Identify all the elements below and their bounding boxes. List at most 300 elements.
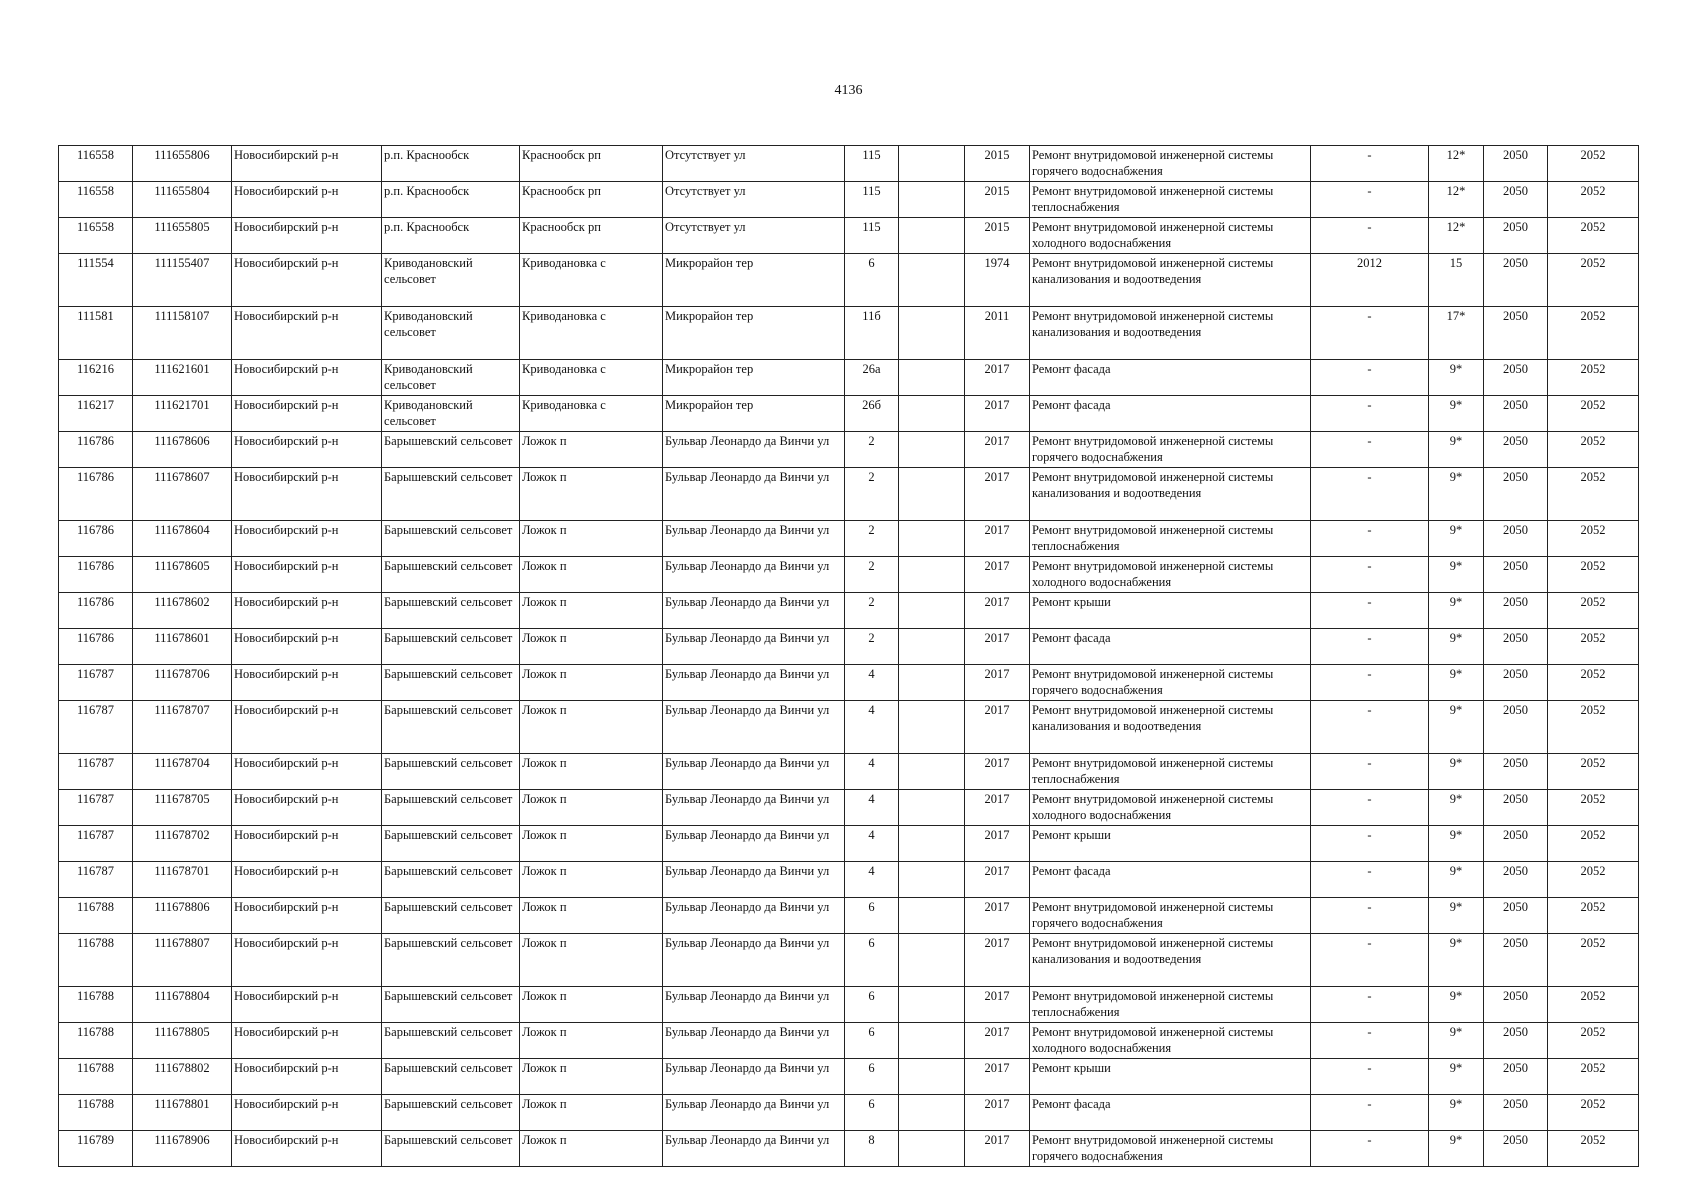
cell-wear: 9* [1429, 396, 1484, 432]
cell-previous-repair: - [1311, 396, 1429, 432]
cell-street: Бульвар Леонардо да Винчи ул [663, 987, 845, 1023]
cell-district: Новосибирский р-н [232, 521, 382, 557]
cell-street: Отсутствует ул [663, 218, 845, 254]
cell-locality: Ложок п [520, 593, 663, 629]
cell-house-id: 116787 [59, 862, 133, 898]
cell-district: Новосибирский р-н [232, 665, 382, 701]
cell-wear: 9* [1429, 665, 1484, 701]
cell-start-year: 2050 [1484, 790, 1548, 826]
cell-end-year: 2052 [1548, 432, 1639, 468]
cell-blank [899, 218, 965, 254]
table-row [59, 146, 1639, 182]
cell-work-code: 111678605 [133, 557, 232, 593]
table-row [59, 396, 1639, 432]
cell-house-id: 116217 [59, 396, 133, 432]
cell-start-year: 2050 [1484, 1095, 1548, 1131]
cell-district: Новосибирский р-н [232, 1095, 382, 1131]
cell-settlement: Барышевский сельсовет [382, 665, 520, 701]
table-row [59, 182, 1639, 218]
cell-build-year: 2011 [965, 307, 1030, 360]
cell-start-year: 2050 [1484, 254, 1548, 307]
cell-locality: Ложок п [520, 468, 663, 521]
cell-house-id: 111581 [59, 307, 133, 360]
cell-house-number: 115 [845, 146, 899, 182]
cell-house-id: 116787 [59, 790, 133, 826]
cell-settlement: Криводановский сельсовет [382, 254, 520, 307]
cell-build-year: 2017 [965, 629, 1030, 665]
cell-work-code: 111678706 [133, 665, 232, 701]
cell-settlement: Барышевский сельсовет [382, 1131, 520, 1167]
cell-locality: Ложок п [520, 521, 663, 557]
cell-build-year: 2017 [965, 1059, 1030, 1095]
cell-street: Бульвар Леонардо да Винчи ул [663, 1131, 845, 1167]
cell-build-year: 2015 [965, 182, 1030, 218]
table-row [59, 987, 1639, 1023]
cell-locality: Криводановка с [520, 396, 663, 432]
cell-end-year: 2052 [1548, 701, 1639, 754]
cell-build-year: 2017 [965, 898, 1030, 934]
cell-build-year: 2017 [965, 557, 1030, 593]
cell-locality: Ложок п [520, 754, 663, 790]
cell-start-year: 2050 [1484, 987, 1548, 1023]
cell-wear: 15 [1429, 254, 1484, 307]
cell-house-number: 6 [845, 934, 899, 987]
cell-street: Микрорайон тер [663, 360, 845, 396]
cell-settlement: Барышевский сельсовет [382, 987, 520, 1023]
cell-work-code: 111678607 [133, 468, 232, 521]
cell-end-year: 2052 [1548, 754, 1639, 790]
cell-locality: Ложок п [520, 934, 663, 987]
cell-street: Бульвар Леонардо да Винчи ул [663, 826, 845, 862]
cell-locality: Ложок п [520, 1023, 663, 1059]
cell-house-number: 4 [845, 754, 899, 790]
cell-district: Новосибирский р-н [232, 182, 382, 218]
cell-wear: 9* [1429, 754, 1484, 790]
cell-district: Новосибирский р-н [232, 254, 382, 307]
cell-start-year: 2050 [1484, 182, 1548, 218]
cell-street: Бульвар Леонардо да Винчи ул [663, 629, 845, 665]
cell-work-type: Ремонт крыши [1030, 593, 1311, 629]
cell-district: Новосибирский р-н [232, 790, 382, 826]
cell-district: Новосибирский р-н [232, 360, 382, 396]
table-row [59, 629, 1639, 665]
cell-house-id: 111554 [59, 254, 133, 307]
cell-previous-repair: - [1311, 629, 1429, 665]
cell-settlement: Барышевский сельсовет [382, 826, 520, 862]
cell-house-number: 2 [845, 432, 899, 468]
cell-work-code: 111655806 [133, 146, 232, 182]
cell-work-type: Ремонт внутридомовой инженерной системы теплоснабжения [1030, 182, 1311, 218]
cell-district: Новосибирский р-н [232, 1059, 382, 1095]
registry-table [58, 145, 1639, 1167]
cell-settlement: Криводановский сельсовет [382, 360, 520, 396]
cell-blank [899, 521, 965, 557]
cell-blank [899, 182, 965, 218]
cell-work-type: Ремонт внутридомовой инженерной системы канализования и водоотведения [1030, 307, 1311, 360]
cell-street: Бульвар Леонардо да Винчи ул [663, 701, 845, 754]
cell-previous-repair: - [1311, 826, 1429, 862]
cell-work-type: Ремонт внутридомовой инженерной системы теплоснабжения [1030, 521, 1311, 557]
cell-previous-repair: - [1311, 987, 1429, 1023]
cell-build-year: 2015 [965, 146, 1030, 182]
cell-blank [899, 629, 965, 665]
cell-work-type: Ремонт внутридомовой инженерной системы холодного водоснабжения [1030, 557, 1311, 593]
cell-start-year: 2050 [1484, 557, 1548, 593]
cell-work-type: Ремонт внутридомовой инженерной системы горячего водоснабжения [1030, 432, 1311, 468]
cell-house-number: 11б [845, 307, 899, 360]
table-row [59, 521, 1639, 557]
cell-previous-repair: - [1311, 754, 1429, 790]
cell-end-year: 2052 [1548, 934, 1639, 987]
cell-street: Бульвар Леонардо да Винчи ул [663, 593, 845, 629]
cell-locality: Ложок п [520, 701, 663, 754]
cell-blank [899, 934, 965, 987]
cell-work-type: Ремонт внутридомовой инженерной системы холодного водоснабжения [1030, 790, 1311, 826]
cell-house-id: 116558 [59, 218, 133, 254]
cell-previous-repair: - [1311, 218, 1429, 254]
cell-house-number: 2 [845, 521, 899, 557]
cell-start-year: 2050 [1484, 593, 1548, 629]
cell-settlement: Барышевский сельсовет [382, 898, 520, 934]
cell-work-type: Ремонт внутридомовой инженерной системы канализования и водоотведения [1030, 254, 1311, 307]
cell-house-number: 2 [845, 593, 899, 629]
cell-blank [899, 1095, 965, 1131]
cell-blank [899, 432, 965, 468]
cell-wear: 9* [1429, 468, 1484, 521]
cell-house-id: 116786 [59, 468, 133, 521]
cell-wear: 12* [1429, 182, 1484, 218]
cell-wear: 17* [1429, 307, 1484, 360]
cell-district: Новосибирский р-н [232, 557, 382, 593]
page-number: 4136 [834, 83, 863, 98]
cell-street: Микрорайон тер [663, 307, 845, 360]
cell-district: Новосибирский р-н [232, 862, 382, 898]
cell-locality: Ложок п [520, 1095, 663, 1131]
cell-blank [899, 1059, 965, 1095]
cell-street: Бульвар Леонардо да Винчи ул [663, 1059, 845, 1095]
cell-street: Бульвар Леонардо да Винчи ул [663, 934, 845, 987]
cell-street: Бульвар Леонардо да Винчи ул [663, 665, 845, 701]
cell-house-number: 2 [845, 468, 899, 521]
cell-wear: 9* [1429, 987, 1484, 1023]
cell-house-id: 116789 [59, 1131, 133, 1167]
table-row [59, 307, 1639, 360]
cell-previous-repair: - [1311, 432, 1429, 468]
cell-previous-repair: - [1311, 182, 1429, 218]
cell-district: Новосибирский р-н [232, 593, 382, 629]
cell-work-type: Ремонт внутридомовой инженерной системы холодного водоснабжения [1030, 1023, 1311, 1059]
cell-blank [899, 146, 965, 182]
cell-start-year: 2050 [1484, 146, 1548, 182]
cell-wear: 9* [1429, 701, 1484, 754]
cell-house-id: 116786 [59, 557, 133, 593]
cell-house-number: 2 [845, 557, 899, 593]
cell-previous-repair: - [1311, 701, 1429, 754]
cell-end-year: 2052 [1548, 468, 1639, 521]
cell-wear: 9* [1429, 1059, 1484, 1095]
cell-district: Новосибирский р-н [232, 826, 382, 862]
cell-end-year: 2052 [1548, 1023, 1639, 1059]
cell-build-year: 2017 [965, 396, 1030, 432]
cell-build-year: 2015 [965, 218, 1030, 254]
cell-settlement: Барышевский сельсовет [382, 934, 520, 987]
cell-blank [899, 826, 965, 862]
cell-house-number: 4 [845, 665, 899, 701]
cell-build-year: 2017 [965, 987, 1030, 1023]
cell-locality: Ложок п [520, 432, 663, 468]
cell-work-type: Ремонт внутридомовой инженерной системы канализования и водоотведения [1030, 934, 1311, 987]
cell-wear: 9* [1429, 593, 1484, 629]
cell-previous-repair: - [1311, 1095, 1429, 1131]
cell-start-year: 2050 [1484, 701, 1548, 754]
cell-district: Новосибирский р-н [232, 987, 382, 1023]
table-row [59, 218, 1639, 254]
table-row [59, 254, 1639, 307]
table-row [59, 1023, 1639, 1059]
cell-end-year: 2052 [1548, 360, 1639, 396]
cell-district: Новосибирский р-н [232, 1023, 382, 1059]
cell-blank [899, 360, 965, 396]
cell-start-year: 2050 [1484, 1023, 1548, 1059]
cell-house-id: 116216 [59, 360, 133, 396]
cell-house-number: 26а [845, 360, 899, 396]
cell-street: Бульвар Леонардо да Винчи ул [663, 468, 845, 521]
cell-house-number: 26б [845, 396, 899, 432]
cell-locality: Криводановка с [520, 254, 663, 307]
cell-house-number: 115 [845, 182, 899, 218]
table-row [59, 432, 1639, 468]
cell-build-year: 2017 [965, 790, 1030, 826]
cell-end-year: 2052 [1548, 1059, 1639, 1095]
cell-end-year: 2052 [1548, 1095, 1639, 1131]
cell-end-year: 2052 [1548, 396, 1639, 432]
cell-start-year: 2050 [1484, 629, 1548, 665]
cell-end-year: 2052 [1548, 146, 1639, 182]
cell-end-year: 2052 [1548, 826, 1639, 862]
cell-locality: Краснообск рп [520, 182, 663, 218]
cell-end-year: 2052 [1548, 557, 1639, 593]
cell-wear: 9* [1429, 862, 1484, 898]
cell-previous-repair: - [1311, 862, 1429, 898]
cell-blank [899, 898, 965, 934]
cell-blank [899, 1023, 965, 1059]
table-row [59, 934, 1639, 987]
table-row [59, 1059, 1639, 1095]
cell-wear: 12* [1429, 218, 1484, 254]
cell-work-code: 111678604 [133, 521, 232, 557]
cell-build-year: 2017 [965, 1023, 1030, 1059]
cell-house-number: 6 [845, 898, 899, 934]
cell-wear: 9* [1429, 1023, 1484, 1059]
cell-end-year: 2052 [1548, 254, 1639, 307]
table-row [59, 898, 1639, 934]
cell-work-code: 111678701 [133, 862, 232, 898]
cell-district: Новосибирский р-н [232, 629, 382, 665]
cell-district: Новосибирский р-н [232, 934, 382, 987]
cell-previous-repair: - [1311, 557, 1429, 593]
cell-work-type: Ремонт фасада [1030, 1095, 1311, 1131]
cell-work-type: Ремонт внутридомовой инженерной системы канализования и водоотведения [1030, 468, 1311, 521]
cell-street: Бульвар Леонардо да Винчи ул [663, 557, 845, 593]
cell-street: Бульвар Леонардо да Винчи ул [663, 754, 845, 790]
cell-previous-repair: - [1311, 468, 1429, 521]
cell-end-year: 2052 [1548, 665, 1639, 701]
cell-build-year: 1974 [965, 254, 1030, 307]
cell-end-year: 2052 [1548, 307, 1639, 360]
cell-settlement: Барышевский сельсовет [382, 593, 520, 629]
cell-build-year: 2017 [965, 593, 1030, 629]
cell-work-type: Ремонт внутридомовой инженерной системы канализования и водоотведения [1030, 701, 1311, 754]
cell-previous-repair: - [1311, 1059, 1429, 1095]
cell-district: Новосибирский р-н [232, 468, 382, 521]
cell-district: Новосибирский р-н [232, 1131, 382, 1167]
cell-work-code: 111155407 [133, 254, 232, 307]
cell-wear: 9* [1429, 826, 1484, 862]
cell-house-id: 116787 [59, 826, 133, 862]
cell-previous-repair: - [1311, 1131, 1429, 1167]
cell-work-code: 111678802 [133, 1059, 232, 1095]
cell-end-year: 2052 [1548, 1131, 1639, 1167]
cell-wear: 9* [1429, 629, 1484, 665]
cell-previous-repair: - [1311, 307, 1429, 360]
cell-previous-repair: - [1311, 360, 1429, 396]
cell-settlement: Барышевский сельсовет [382, 432, 520, 468]
table-row [59, 468, 1639, 521]
cell-wear: 9* [1429, 790, 1484, 826]
cell-start-year: 2050 [1484, 521, 1548, 557]
cell-wear: 9* [1429, 1095, 1484, 1131]
cell-locality: Краснообск рп [520, 218, 663, 254]
cell-wear: 9* [1429, 360, 1484, 396]
cell-work-code: 111678702 [133, 826, 232, 862]
cell-end-year: 2052 [1548, 898, 1639, 934]
cell-district: Новосибирский р-н [232, 432, 382, 468]
cell-start-year: 2050 [1484, 218, 1548, 254]
cell-district: Новосибирский р-н [232, 146, 382, 182]
cell-house-number: 115 [845, 218, 899, 254]
cell-locality: Криводановка с [520, 360, 663, 396]
cell-wear: 9* [1429, 934, 1484, 987]
cell-work-code: 111655805 [133, 218, 232, 254]
cell-start-year: 2050 [1484, 826, 1548, 862]
registry-table-body [59, 146, 1639, 1167]
cell-locality: Криводановка с [520, 307, 663, 360]
cell-build-year: 2017 [965, 826, 1030, 862]
cell-house-id: 116788 [59, 1023, 133, 1059]
cell-locality: Ложок п [520, 557, 663, 593]
cell-work-code: 111158107 [133, 307, 232, 360]
cell-end-year: 2052 [1548, 862, 1639, 898]
cell-work-code: 111678707 [133, 701, 232, 754]
cell-settlement: Барышевский сельсовет [382, 557, 520, 593]
cell-work-type: Ремонт внутридомовой инженерной системы теплоснабжения [1030, 754, 1311, 790]
cell-work-code: 111655804 [133, 182, 232, 218]
cell-house-number: 4 [845, 826, 899, 862]
cell-work-type: Ремонт внутридомовой инженерной системы горячего водоснабжения [1030, 665, 1311, 701]
cell-build-year: 2017 [965, 432, 1030, 468]
cell-house-number: 6 [845, 1095, 899, 1131]
cell-street: Отсутствует ул [663, 182, 845, 218]
cell-blank [899, 396, 965, 432]
cell-work-code: 111678804 [133, 987, 232, 1023]
cell-work-type: Ремонт крыши [1030, 826, 1311, 862]
cell-end-year: 2052 [1548, 218, 1639, 254]
cell-locality: Ложок п [520, 862, 663, 898]
cell-blank [899, 987, 965, 1023]
table-row [59, 1131, 1639, 1167]
cell-district: Новосибирский р-н [232, 218, 382, 254]
cell-street: Микрорайон тер [663, 396, 845, 432]
cell-locality: Ложок п [520, 629, 663, 665]
cell-work-code: 111678806 [133, 898, 232, 934]
cell-work-code: 111678807 [133, 934, 232, 987]
cell-settlement: Барышевский сельсовет [382, 1059, 520, 1095]
cell-build-year: 2017 [965, 1131, 1030, 1167]
cell-previous-repair: - [1311, 898, 1429, 934]
cell-settlement: Барышевский сельсовет [382, 701, 520, 754]
cell-settlement: Барышевский сельсовет [382, 629, 520, 665]
cell-work-type: Ремонт внутридомовой инженерной системы горячего водоснабжения [1030, 146, 1311, 182]
cell-street: Бульвар Леонардо да Винчи ул [663, 898, 845, 934]
cell-street: Бульвар Леонардо да Винчи ул [663, 790, 845, 826]
cell-district: Новосибирский р-н [232, 396, 382, 432]
cell-build-year: 2017 [965, 754, 1030, 790]
cell-start-year: 2050 [1484, 360, 1548, 396]
cell-house-id: 116787 [59, 665, 133, 701]
cell-previous-repair: - [1311, 146, 1429, 182]
cell-house-id: 116788 [59, 898, 133, 934]
cell-district: Новосибирский р-н [232, 307, 382, 360]
cell-settlement: р.п. Краснообск [382, 146, 520, 182]
cell-settlement: Барышевский сельсовет [382, 468, 520, 521]
cell-start-year: 2050 [1484, 432, 1548, 468]
cell-blank [899, 593, 965, 629]
cell-work-type: Ремонт внутридомовой инженерной системы холодного водоснабжения [1030, 218, 1311, 254]
cell-work-type: Ремонт фасада [1030, 629, 1311, 665]
cell-start-year: 2050 [1484, 934, 1548, 987]
cell-work-type: Ремонт фасада [1030, 360, 1311, 396]
cell-blank [899, 557, 965, 593]
cell-build-year: 2017 [965, 1095, 1030, 1131]
cell-start-year: 2050 [1484, 754, 1548, 790]
cell-house-id: 116786 [59, 432, 133, 468]
cell-previous-repair: - [1311, 593, 1429, 629]
cell-street: Бульвар Леонардо да Винчи ул [663, 862, 845, 898]
cell-work-code: 111678606 [133, 432, 232, 468]
cell-street: Бульвар Леонардо да Винчи ул [663, 432, 845, 468]
cell-build-year: 2017 [965, 701, 1030, 754]
cell-end-year: 2052 [1548, 790, 1639, 826]
cell-previous-repair: - [1311, 1023, 1429, 1059]
cell-build-year: 2017 [965, 665, 1030, 701]
cell-wear: 9* [1429, 1131, 1484, 1167]
cell-blank [899, 790, 965, 826]
cell-work-code: 111678805 [133, 1023, 232, 1059]
cell-work-type: Ремонт крыши [1030, 1059, 1311, 1095]
cell-blank [899, 754, 965, 790]
table-row [59, 1095, 1639, 1131]
cell-settlement: Барышевский сельсовет [382, 1095, 520, 1131]
cell-build-year: 2017 [965, 521, 1030, 557]
cell-wear: 9* [1429, 521, 1484, 557]
table-row [59, 790, 1639, 826]
cell-house-id: 116788 [59, 934, 133, 987]
cell-wear: 9* [1429, 557, 1484, 593]
cell-house-id: 116788 [59, 1095, 133, 1131]
cell-settlement: Барышевский сельсовет [382, 862, 520, 898]
cell-start-year: 2050 [1484, 862, 1548, 898]
table-row [59, 360, 1639, 396]
